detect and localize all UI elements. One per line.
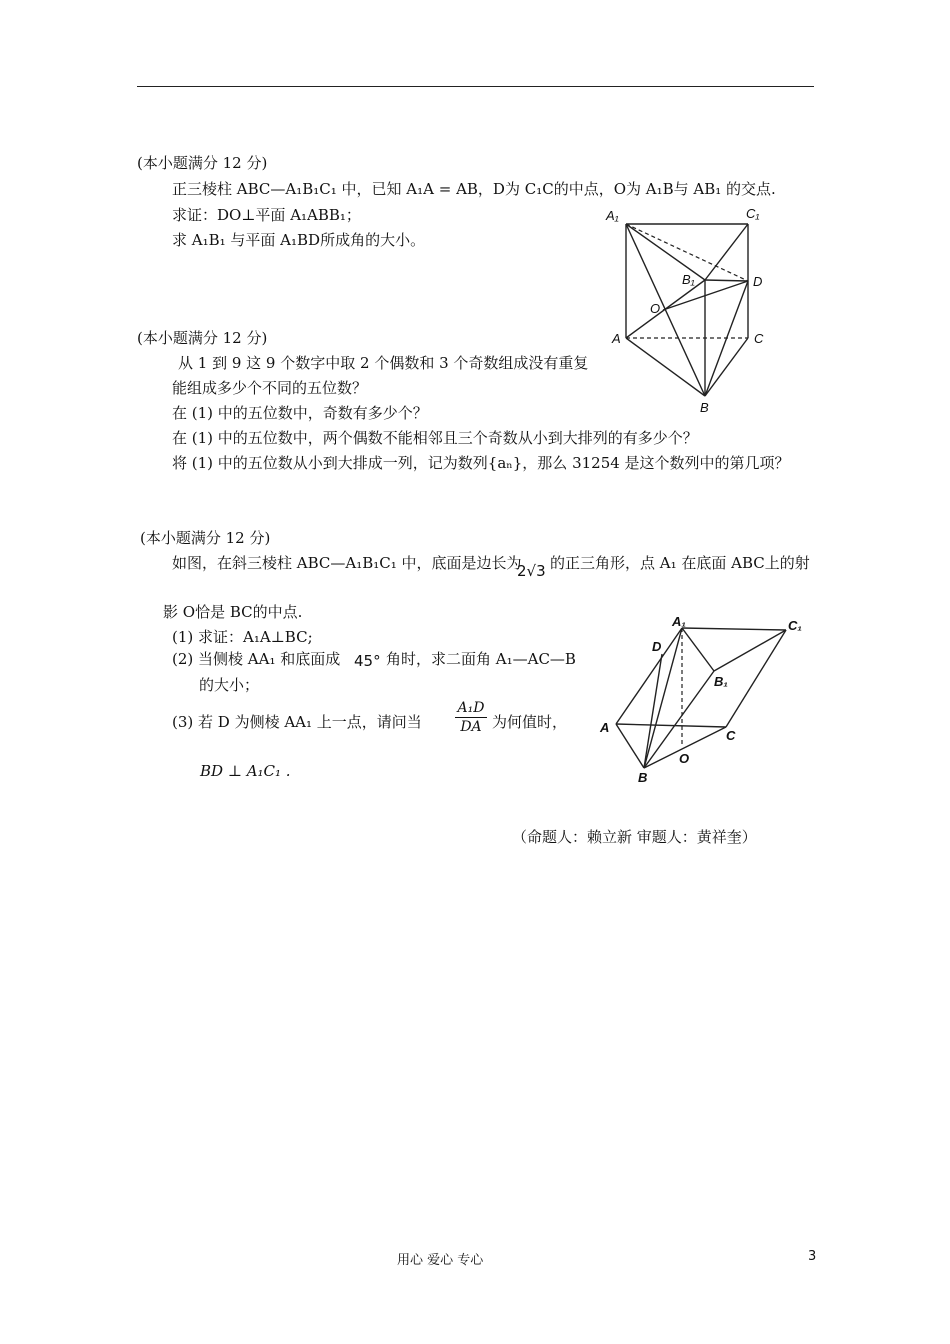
problem3-line1b: 的正三角形，点 A₁ 在底面 ABC上的射 bbox=[550, 554, 810, 572]
problem3-q1: (1) 求证：A₁A⊥BC; bbox=[172, 628, 313, 646]
fig1-label-o: O bbox=[650, 301, 661, 316]
problem1-line2: 求证：DO⊥平面 A₁ABB₁； bbox=[172, 206, 361, 224]
problem1-line3: 求 A₁B₁ 与平面 A₁BD所成角的大小。 bbox=[172, 231, 426, 249]
fig2-label-d: D bbox=[652, 639, 662, 654]
fig1-label-b: B bbox=[700, 400, 709, 415]
problem3-q2c: 的大小； bbox=[199, 676, 260, 694]
fig2-label-c: C bbox=[726, 728, 736, 743]
problem3-line2: 影 O恰是 BC的中点. bbox=[163, 603, 303, 621]
fraction-numerator: A₁D bbox=[457, 700, 485, 716]
problem2-header: (本小题满分 12 分) bbox=[137, 329, 268, 347]
fig2-label-c1: C₁ bbox=[788, 618, 802, 633]
fraction-denominator: DA bbox=[460, 719, 482, 735]
fig1-label-a: A bbox=[612, 331, 621, 346]
problem1-header: (本小题满分 12 分) bbox=[137, 154, 268, 172]
problem2-line4: 在 (1) 中的五位数中，两个偶数不能相邻且三个奇数从小到大排列的有多少个？ bbox=[172, 429, 698, 447]
fig2-label-b: B bbox=[638, 770, 648, 785]
fig1-label-d: D bbox=[753, 274, 763, 289]
fig1-label-c: C bbox=[754, 331, 764, 346]
footer-slogan: 用心 爱心 专心 bbox=[397, 1253, 484, 1268]
fig1-label-a1: A₁ bbox=[606, 208, 619, 223]
credits: （命题人：赖立新 审题人：黄祥奎） bbox=[512, 828, 757, 846]
prism-figure-2 bbox=[596, 610, 806, 790]
problem2-line3: 在 (1) 中的五位数中，奇数有多少个？ bbox=[172, 404, 428, 422]
problem2-line1: 从 1 到 9 这 9 个数字中取 2 个偶数和 3 个奇数组成没有重复 bbox=[178, 354, 589, 372]
fig2-label-b1: B₁ bbox=[714, 674, 728, 689]
problem1-line1: 正三棱柱 ABC—A₁B₁C₁ 中，已知 A₁A = AB，D为 C₁C的中点，O为 A₁B与 AB₁ 的交点. bbox=[172, 180, 776, 198]
prism-figure-1 bbox=[598, 200, 778, 420]
ratio-fraction bbox=[455, 700, 487, 735]
fig2-label-a1: A₁ bbox=[672, 614, 686, 629]
problem2-line2: 能组成多少个不同的五位数？ bbox=[172, 379, 368, 397]
angle-value: 45° bbox=[354, 652, 381, 670]
fig2-label-a: A bbox=[600, 720, 610, 735]
problem2-line5: 将 (1) 中的五位数从小到大排成一列，记为数列{aₙ}，那么 31254 是这个数列中的第几项？ bbox=[172, 454, 790, 472]
fig2-label-o: O bbox=[679, 751, 690, 766]
problem3-q3b: 为何值时， bbox=[492, 713, 568, 731]
problem3-q2a: (2) 当侧棱 AA₁ 和底面成 bbox=[172, 650, 341, 668]
problem3-q2b: 角时，求二面角 A₁—AC—B bbox=[386, 650, 576, 668]
page-number: 3 bbox=[808, 1249, 817, 1264]
top-rule bbox=[137, 86, 814, 87]
problem3-header: (本小题满分 12 分) bbox=[140, 529, 271, 547]
problem3-line1a: 如图，在斜三棱柱 ABC—A₁B₁C₁ 中，底面是边长为 bbox=[172, 554, 522, 572]
side-length: 2√3 bbox=[517, 562, 546, 580]
fig1-label-c1: C₁ bbox=[746, 206, 760, 221]
problem3-q3a: (3) 若 D 为侧棱 AA₁ 上一点，请问当 bbox=[172, 713, 422, 731]
problem3-q3c: BD ⊥ A₁C₁ . bbox=[200, 762, 291, 780]
fig1-label-b1: B₁ bbox=[682, 272, 695, 287]
